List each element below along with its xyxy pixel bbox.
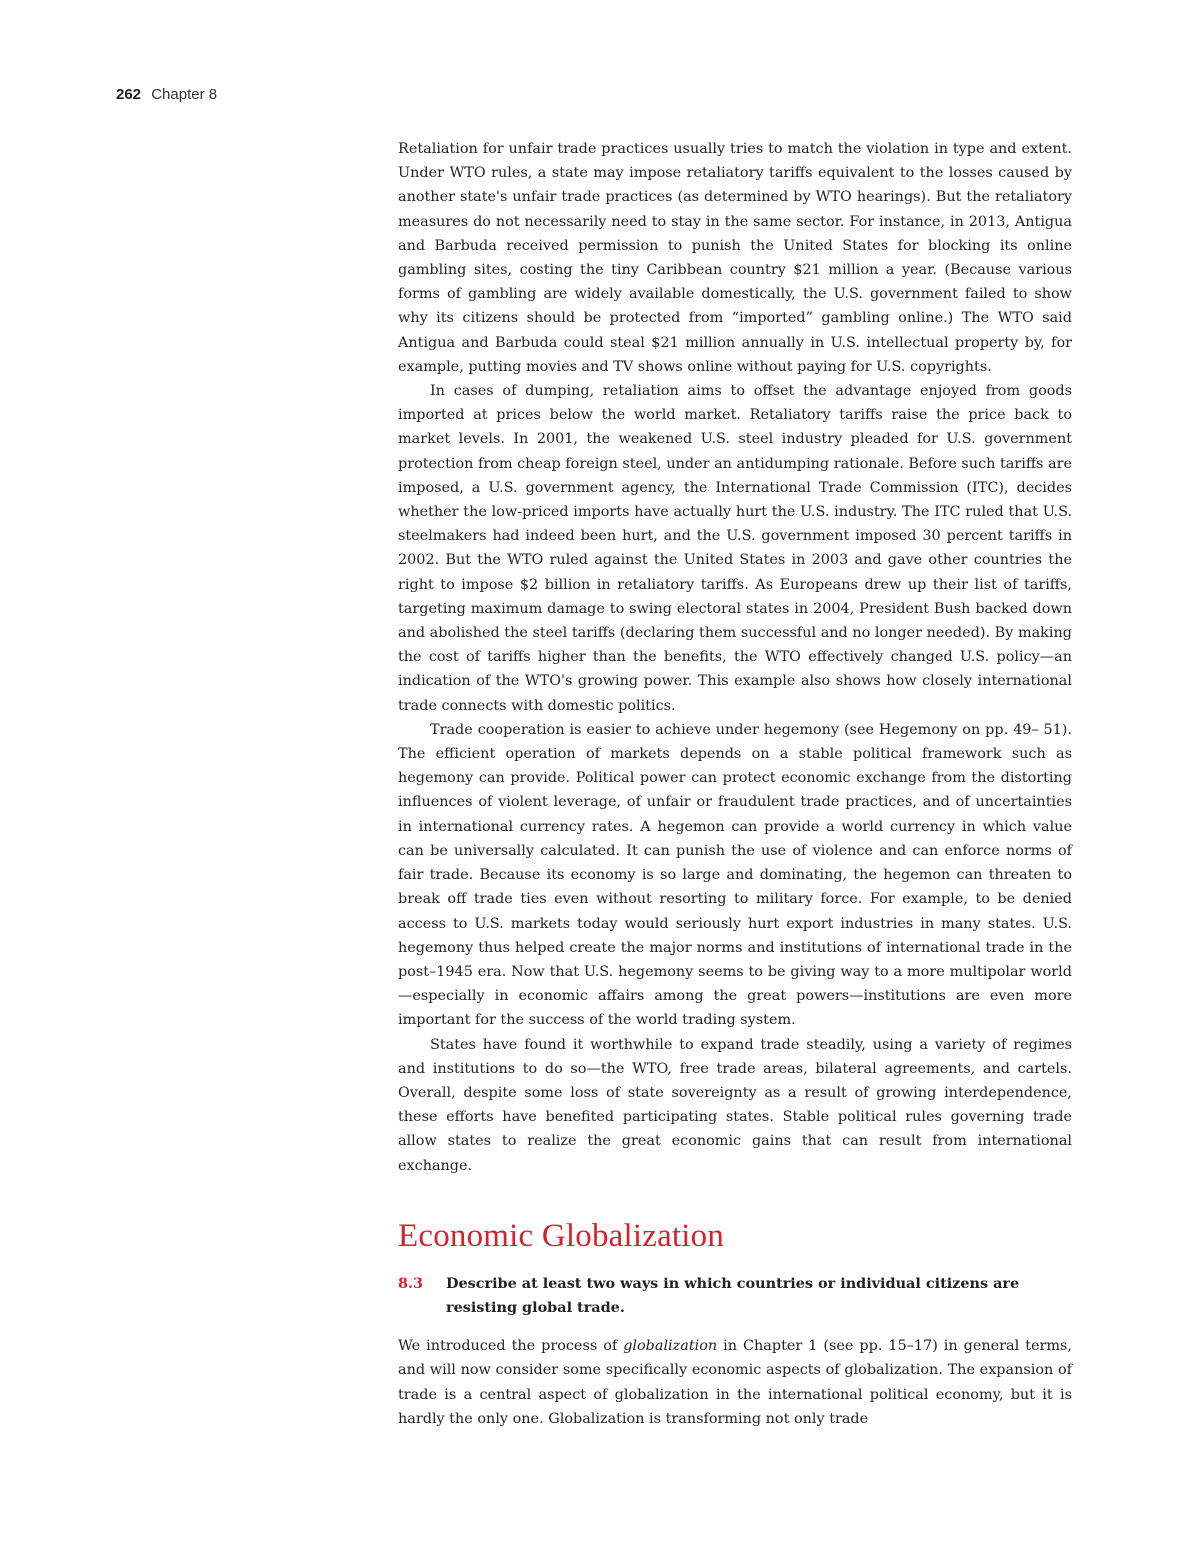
intro-text-before: We introduced the process of (398, 1338, 624, 1355)
page-number: 262 (116, 86, 142, 103)
paragraph-hegemony: Trade cooperation is easier to achieve under hegemony (see Hegemony on pp. 49– 51). The efficient operation of markets depends on a stable political framework such as hegemony can provide. Political power can protect economic exchange from the distorting influences of violent leverage, of unfair or fraudulent trade practices, and of uncertainties in international currency rates. A hegemon can provide a world currency in which value can be universally calculated. It can punish the use of violence and can enforce norms of fair trade. Because its economy is so large and dominating, the hegemon can threaten to break off trade ties even without resorting to military force. For example, to be denied access to U.S. markets today would seriously hurt export industries in many states. U.S. hegemony thus helped create the major norms and institutions of international trade in the post–1945 era. Now that U.S. hegemony seems to be giving way to a more multipolar world—especially in economic affairs among the great powers—institutions are even more important for the success of the world trading system. (398, 721, 1072, 1029)
paragraph-retaliation: Retaliation for unfair trade practices usually tries to match the violation in type and extent. Under WTO rules, a state may impose retaliatory tariffs equivalent to the losses caused by another state's unfair trade practices (as determined by WTO hearings). But the retaliatory measures do not necessarily need to stay in the same sector. For instance, in 2013, Antigua and Barbuda received permission to punish the United States for blocking its online gambling sites, costing the tiny Caribbean country $21 million a year. (Because various forms of gambling are widely available domestically, the U.S. government failed to show why its citizens should be protected from “imported” gambling online.) The WTO said Antigua and Barbuda could steal $21 million annually in U.S. intellectual property by, for example, putting movies and TV shows online without paying for U.S. copyrights. (398, 141, 1072, 375)
objective-text: Describe at least two ways in which countries or individual citizens are resisting global trade. (446, 1274, 1020, 1316)
intro-text-after: in Chapter 1 (see pp. 15–17) in general terms, and will now consider some specifically economic aspects of globalization. The expansion of trade is a central aspect of globalization in the international political economy, but it is hardly the only one. Globalization is transforming not only trade (398, 1338, 1072, 1427)
paragraph-institutions: States have found it worthwhile to expand trade steadily, using a variety of regimes and institutions to do so—the WTO, free trade areas, bilateral agreements, and cartels. Overall, despite some loss of state sovereignty as a result of growing interdependence, these efforts have benefited participating states. Stable political rules governing trade allow states to realize the great economic gains that can result from international exchange. (398, 1036, 1072, 1174)
chapter-label: Chapter 8 (151, 86, 218, 103)
running-header (116, 86, 217, 103)
paragraph-dumping: In cases of dumping, retaliation aims to offset the advantage enjoyed from goods imported at prices below the world market. Retaliatory tariffs raise the price back to market levels. In 2001, the weakened U.S. steel industry pleaded for U.S. government protection from cheap foreign steel, under an antidumping rationale. Before such tariffs are imposed, a U.S. government agency, the International Trade Commission (ITC), decides whether the low-priced imports have actually hurt the U.S. industry. The ITC ruled that U.S. steelmakers had indeed been hurt, and the U.S. government imposed 30 percent tariffs in 2002. But the WTO ruled against the United States in 2003 and gave other countries the right to impose $2 billion in retaliatory tariffs. As Europeans drew up their list of tariffs, targeting maximum damage to swing electoral states in 2004, President Bush backed down and abolished the steel tariffs (declaring them successful and no longer needed). By making the cost of tariffs higher than the benefits, the WTO effectively changed U.S. policy—an indication of the WTO's growing power. This example also shows how closely international trade connects with domestic politics. (398, 383, 1072, 714)
objective-number: 8.3 (398, 1274, 424, 1292)
paragraph-globalization-intro (398, 1334, 1072, 1431)
learning-objective (398, 1272, 1072, 1320)
intro-key-term: globalization (623, 1338, 718, 1355)
main-content (398, 137, 1072, 1431)
section-heading: Economic Globalization (398, 1217, 725, 1254)
